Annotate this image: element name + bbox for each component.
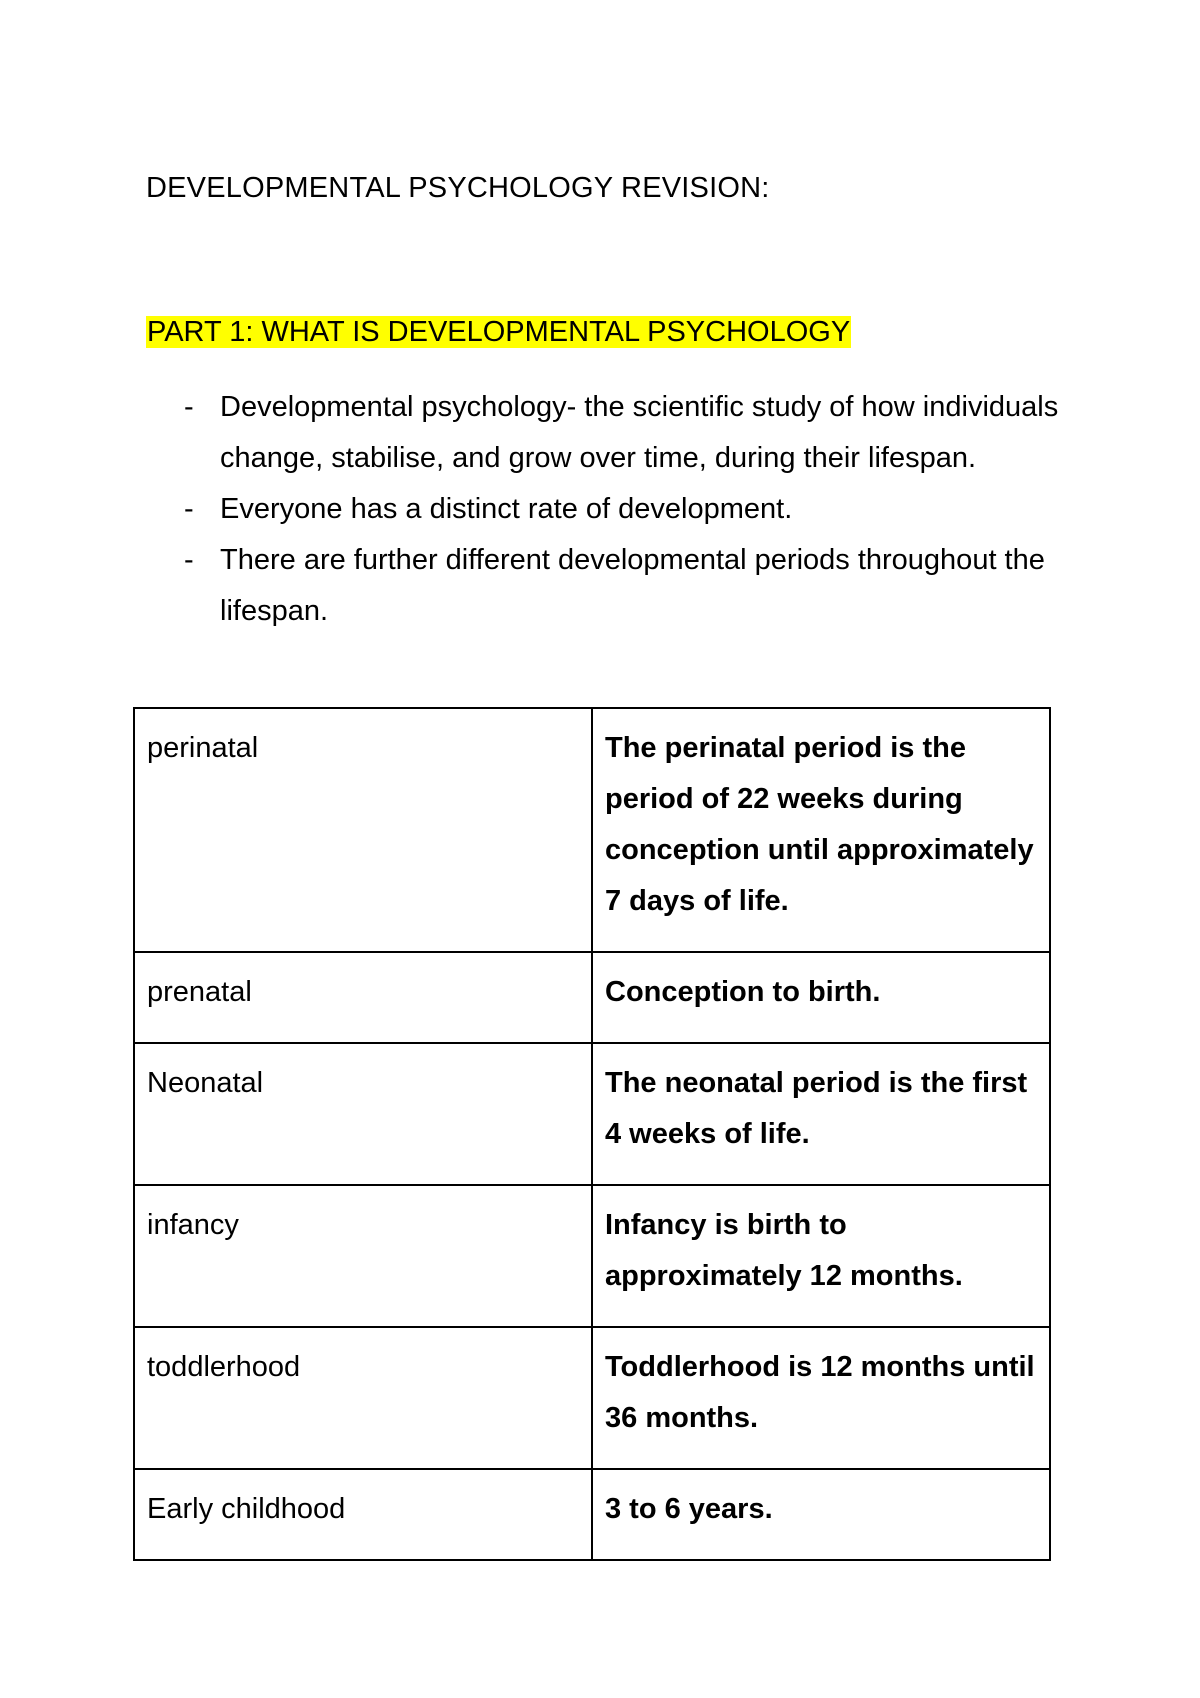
period-description-cell: Toddlerhood is 12 months until 36 months.: [592, 1327, 1050, 1469]
period-term-cell: Early childhood: [134, 1469, 592, 1560]
list-item: [146, 484, 1066, 535]
period-term-cell: perinatal: [134, 708, 592, 952]
highlighted-heading-text: PART 1: WHAT IS DEVELOPMENTAL PSYCHOLOGY: [147, 316, 851, 348]
table-row: [134, 1043, 1050, 1185]
period-description-cell: Conception to birth.: [592, 952, 1050, 1043]
table-row: [134, 1469, 1050, 1560]
bullet-list: [146, 382, 1066, 637]
table-row: [134, 1327, 1050, 1469]
bullet-dash: -: [184, 493, 194, 525]
period-description-cell: The perinatal period is the period of 22 weeks during conception until approximately 7 days of life.: [592, 708, 1050, 952]
section-heading: [146, 314, 851, 350]
document-title: DEVELOPMENTAL PSYCHOLOGY REVISION:: [146, 172, 770, 204]
bullet-dash: -: [184, 544, 194, 576]
list-item: [146, 535, 1066, 637]
bullet-text: There are further different developmental periods throughout the lifespan.: [220, 544, 1045, 627]
bullet-dash: -: [184, 391, 194, 423]
period-description-cell: The neonatal period is the first 4 weeks of life.: [592, 1043, 1050, 1185]
bullet-text: Developmental psychology- the scientific study of how individuals change, stabilise, and grow over time, during their lifespan.: [220, 391, 1059, 474]
period-term-cell: infancy: [134, 1185, 592, 1327]
period-term-cell: Neonatal: [134, 1043, 592, 1185]
period-description-cell: Infancy is birth to approximately 12 months.: [592, 1185, 1050, 1327]
table-row: [134, 708, 1050, 952]
period-term-cell: prenatal: [134, 952, 592, 1043]
developmental-periods-table: [133, 707, 1051, 1561]
table-row: [134, 1185, 1050, 1327]
bullet-text: Everyone has a distinct rate of development.: [220, 493, 793, 525]
table-row: [134, 952, 1050, 1043]
list-item: [146, 382, 1066, 484]
period-term-cell: toddlerhood: [134, 1327, 592, 1469]
period-description-cell: 3 to 6 years.: [592, 1469, 1050, 1560]
